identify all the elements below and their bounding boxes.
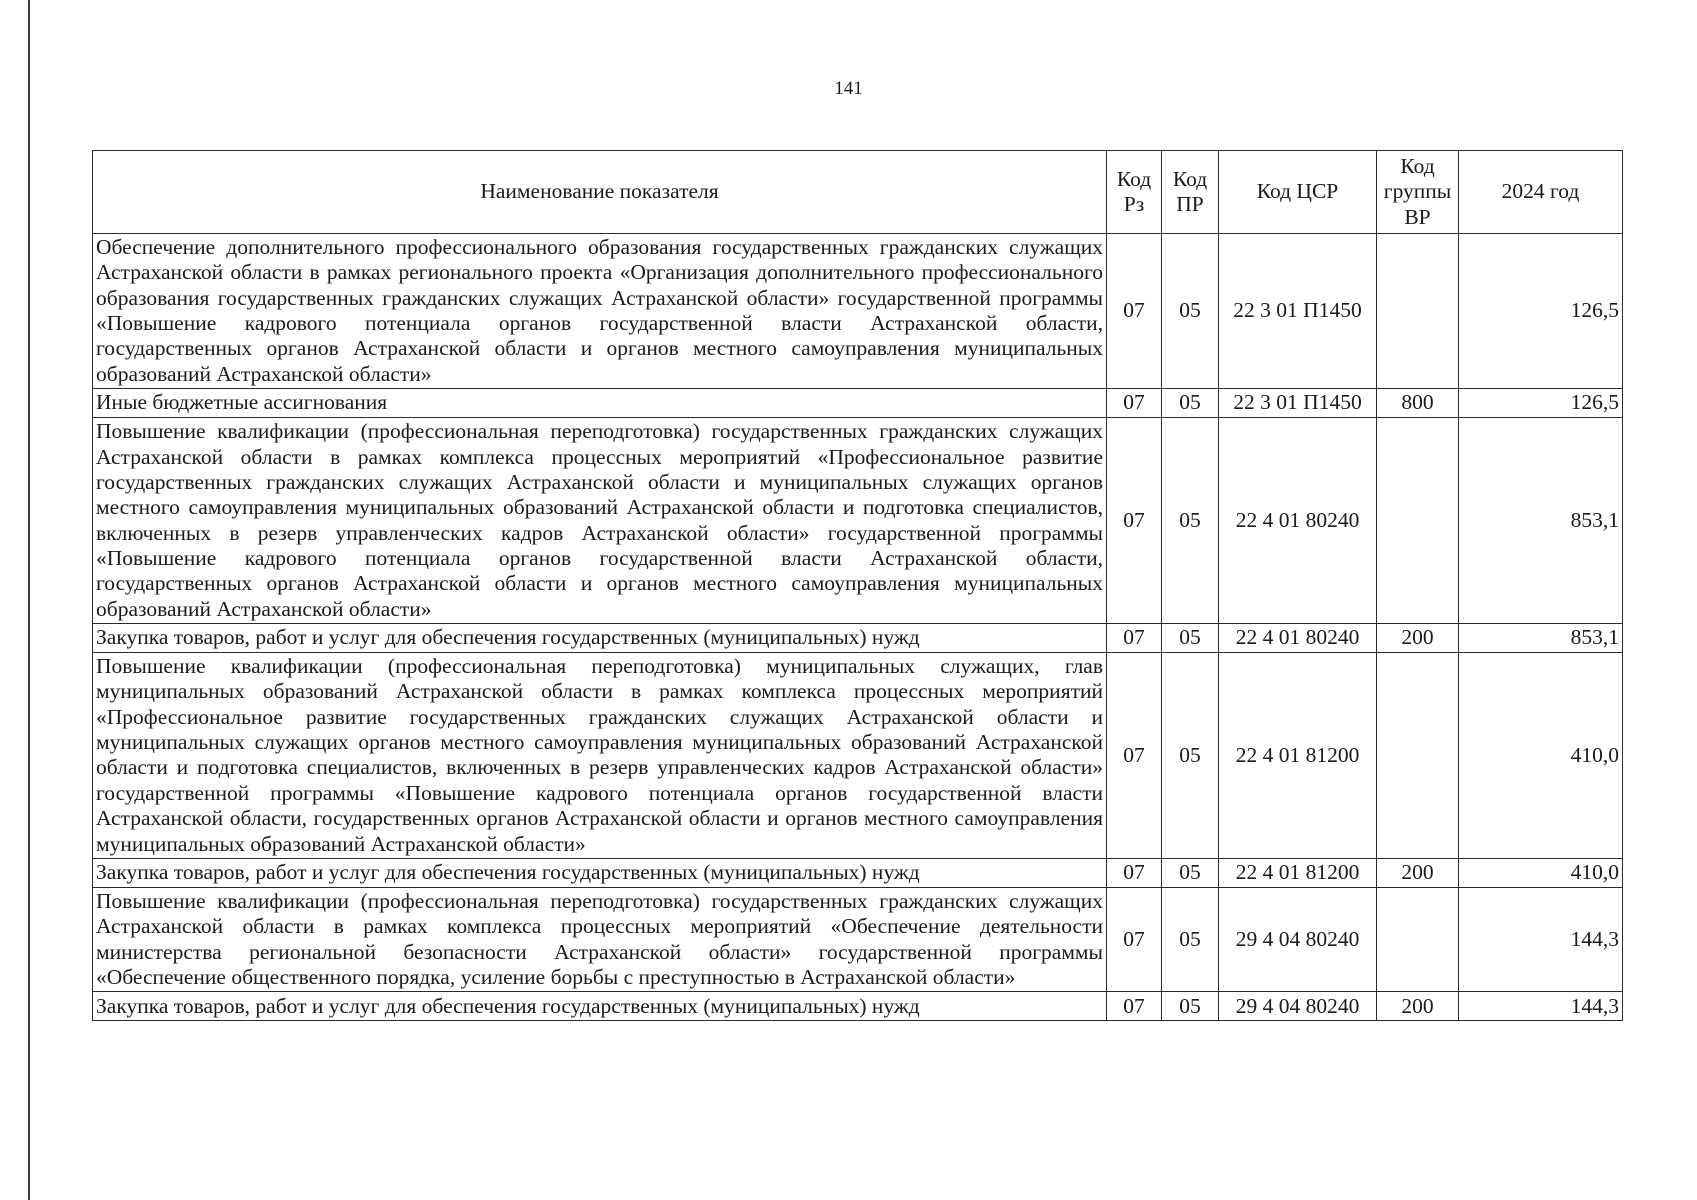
row-rz: 07 xyxy=(1107,653,1162,859)
row-vr xyxy=(1377,887,1459,991)
table-row xyxy=(93,653,1623,859)
header-vr: Код группы ВР xyxy=(1377,151,1459,234)
row-csr: 29 4 04 80240 xyxy=(1219,887,1377,991)
row-amount: 144,3 xyxy=(1459,887,1623,991)
row-amount: 410,0 xyxy=(1459,858,1623,887)
row-pr: 05 xyxy=(1162,887,1219,991)
row-vr xyxy=(1377,234,1459,389)
row-csr: 22 4 01 81200 xyxy=(1219,858,1377,887)
row-csr: 22 4 01 81200 xyxy=(1219,653,1377,859)
header-year: 2024 год xyxy=(1459,151,1623,234)
row-rz: 07 xyxy=(1107,624,1162,653)
row-name: Иные бюджетные ассигнования xyxy=(93,389,1107,418)
row-pr: 05 xyxy=(1162,992,1219,1021)
header-rz: Код Рз xyxy=(1107,151,1162,234)
table-row xyxy=(93,992,1623,1021)
row-csr: 22 4 01 80240 xyxy=(1219,624,1377,653)
row-amount: 126,5 xyxy=(1459,389,1623,418)
table-row xyxy=(93,887,1623,991)
row-amount: 410,0 xyxy=(1459,653,1623,859)
row-vr: 800 xyxy=(1377,389,1459,418)
row-pr: 05 xyxy=(1162,389,1219,418)
row-rz: 07 xyxy=(1107,418,1162,624)
row-pr: 05 xyxy=(1162,858,1219,887)
table-row xyxy=(93,234,1623,389)
row-vr: 200 xyxy=(1377,858,1459,887)
row-csr: 22 3 01 П1450 xyxy=(1219,234,1377,389)
table-row xyxy=(93,858,1623,887)
row-rz: 07 xyxy=(1107,992,1162,1021)
scan-margin-line xyxy=(28,0,30,1200)
table-header-row xyxy=(93,151,1623,234)
row-name: Повышение квалификации (профессиональная переподготовка) муниципальных служащих, глав муниципальных образований Астраханской области в рамках комплекса процессных мероприятий «Профессиональное развитие государственных гражданских служащих Астраханской области и муниципальных служащих органов местного самоуправления муниципальных образований Астраханской области и подготовка специалистов, включенных в резерв управленческих кадров Астраханской области» государственной программы «Повышение кадрового потенциала органов государственной власти Астраханской области, государственных органов Астраханской области и органов местного самоуправления муниципальных образований Астраханской области» xyxy=(93,653,1107,859)
row-vr: 200 xyxy=(1377,992,1459,1021)
row-name: Закупка товаров, работ и услуг для обеспечения государственных (муниципальных) нужд xyxy=(93,992,1107,1021)
row-csr: 22 3 01 П1450 xyxy=(1219,389,1377,418)
row-csr: 29 4 04 80240 xyxy=(1219,992,1377,1021)
row-csr: 22 4 01 80240 xyxy=(1219,418,1377,624)
header-name: Наименование показателя xyxy=(93,151,1107,234)
row-rz: 07 xyxy=(1107,887,1162,991)
row-name: Повышение квалификации (профессиональная переподготовка) государственных гражданских служащих Астраханской области в рамках комплекса процессных мероприятий «Профессиональное развитие государственных гражданских служащих Астраханской области и муниципальных служащих органов местного самоуправления муниципальных образований Астраханской области и подготовка специалистов, включенных в резерв управленческих кадров Астраханской области» государственной программы «Повышение кадрового потенциала органов государственной власти Астраханской области, государственных органов Астраханской области и органов местного самоуправления муниципальных образований Астраханской области» xyxy=(93,418,1107,624)
row-name: Закупка товаров, работ и услуг для обеспечения государственных (муниципальных) нужд xyxy=(93,858,1107,887)
page-number: 141 xyxy=(834,78,863,99)
row-vr xyxy=(1377,653,1459,859)
row-pr: 05 xyxy=(1162,624,1219,653)
table-row xyxy=(93,389,1623,418)
header-pr: Код ПР xyxy=(1162,151,1219,234)
row-rz: 07 xyxy=(1107,389,1162,418)
table-row xyxy=(93,418,1623,624)
row-pr: 05 xyxy=(1162,234,1219,389)
row-name: Повышение квалификации (профессиональная переподготовка) государственных гражданских служащих Астраханской области в рамках комплекса процессных мероприятий «Обеспечение деятельности министерства региональной безопасности Астраханской области» государственной программы «Обеспечение общественного порядка, усиление борьбы с преступностью в Астраханской области» xyxy=(93,887,1107,991)
row-name: Закупка товаров, работ и услуг для обеспечения государственных (муниципальных) нужд xyxy=(93,624,1107,653)
row-amount: 853,1 xyxy=(1459,418,1623,624)
row-rz: 07 xyxy=(1107,858,1162,887)
row-amount: 126,5 xyxy=(1459,234,1623,389)
row-name: Обеспечение дополнительного профессионального образования государственных гражданских служащих Астраханской области в рамках регионального проекта «Организация дополнительного профессионального образования государственных гражданских служащих Астраханской области» государственной программы «Повышение кадрового потенциала органов государственной власти Астраханской области, государственных органов Астраханской области и органов местного самоуправления муниципальных образований Астраханской области» xyxy=(93,234,1107,389)
budget-table xyxy=(92,150,1623,1021)
row-rz: 07 xyxy=(1107,234,1162,389)
row-amount: 144,3 xyxy=(1459,992,1623,1021)
header-csr: Код ЦСР xyxy=(1219,151,1377,234)
table-row xyxy=(93,624,1623,653)
row-vr: 200 xyxy=(1377,624,1459,653)
row-pr: 05 xyxy=(1162,418,1219,624)
row-pr: 05 xyxy=(1162,653,1219,859)
row-vr xyxy=(1377,418,1459,624)
row-amount: 853,1 xyxy=(1459,624,1623,653)
